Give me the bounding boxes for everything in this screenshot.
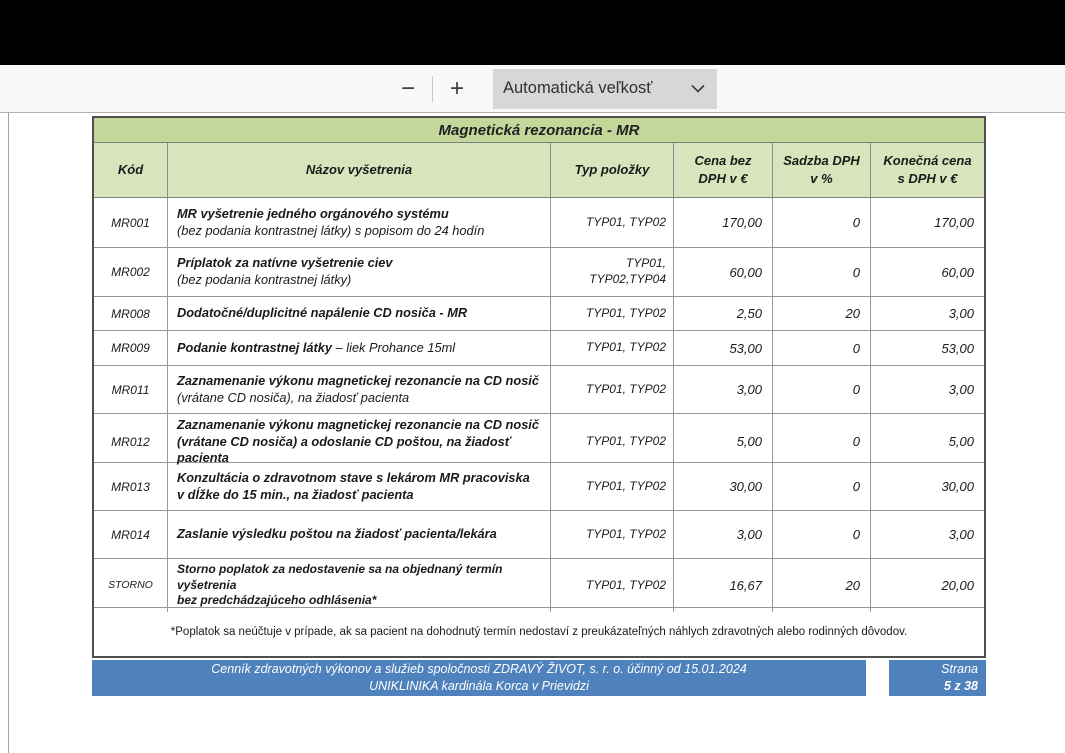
table-row <box>94 559 984 608</box>
row-code: MR009 <box>94 331 168 365</box>
chevron-down-icon <box>691 84 705 93</box>
zoom-controls <box>388 69 717 109</box>
row-name: Konzultácia o zdravotnom stave s lekárom MR pracoviska v dĺžke do 15 min., na žiadosť pacienta <box>168 463 551 510</box>
row-net-price: 2,50 <box>674 297 773 330</box>
row-name: MR vyšetrenie jedného orgánového systému (bez podania kontrastnej látky) s popisom do 24 hodín <box>168 198 551 247</box>
row-net-price: 60,00 <box>674 248 773 296</box>
page-number: 5 z 38 <box>943 679 978 693</box>
row-type: TYP01, TYP02 <box>551 559 674 612</box>
table-row <box>94 366 984 414</box>
row-gross-price: 3,00 <box>948 306 974 321</box>
row-vat-rate: 0 <box>773 366 871 413</box>
top-black-band <box>0 0 1065 65</box>
row-code: MR012 <box>94 414 168 470</box>
row-vat-rate: 20 <box>773 297 871 330</box>
row-vat-rate: 0 <box>773 198 871 247</box>
row-net-price: 5,00 <box>674 414 773 470</box>
row-net-price: 3,00 <box>674 511 773 558</box>
row-gross-price: 20,00 <box>941 577 974 593</box>
row-gross-price: 60,00 <box>941 264 974 280</box>
header-code: Kód <box>94 143 168 197</box>
row-name: Storno poplatok za nedostavenie sa na objednaný termín vyšetrenia bez predchádzajúceho odhlásenia* <box>168 559 551 612</box>
row-code: MR001 <box>94 198 168 247</box>
footer-gap <box>866 660 889 696</box>
table-row <box>94 331 984 366</box>
zoom-level-select[interactable] <box>493 69 717 109</box>
page-edge-line <box>8 113 9 753</box>
row-gross-price: 53,00 <box>941 340 974 356</box>
header-name: Názov vyšetrenia <box>168 143 551 197</box>
table-row <box>94 297 984 331</box>
row-code: STORNO <box>94 559 168 612</box>
table-row <box>94 414 984 466</box>
footer-line1: Cenník zdravotných výkonov a služieb spoločnosti ZDRAVÝ ŽIVOT, s. r. o. účinný od 15.01.2024 <box>211 661 747 676</box>
row-code: MR014 <box>94 511 168 558</box>
row-gross-price: 3,00 <box>948 527 974 542</box>
row-name: Podanie kontrastnej látky – liek Prohance 15ml <box>168 331 551 365</box>
row-name: Zaslanie výsledku poštou na žiadosť pacienta/lekára <box>168 511 551 558</box>
row-net-price: 170,00 <box>674 198 773 247</box>
row-gross-price: 170,00 <box>934 215 974 230</box>
row-net-price: 30,00 <box>674 463 773 510</box>
pdf-toolbar <box>0 65 1065 113</box>
row-vat-rate: 0 <box>773 511 871 558</box>
header-net-price: Cena bez DPH v € <box>674 143 773 197</box>
row-code: MR002 <box>94 248 168 296</box>
table-title: Magnetická rezonancia - MR <box>94 118 984 143</box>
row-type: TYP01, TYP02,TYP04 <box>551 248 674 296</box>
table-row <box>94 248 984 297</box>
row-type: TYP01, TYP02 <box>551 511 674 558</box>
price-table <box>92 116 986 658</box>
row-net-price: 53,00 <box>674 331 773 365</box>
row-type: TYP01, TYP02 <box>551 331 674 365</box>
row-type: TYP01, TYP02 <box>551 198 674 247</box>
row-name: Zaznamenanie výkonu magnetickej rezonancie na CD nosič (vrátane CD nosiča) a odoslanie CD poštou, na žiadosť pacienta <box>168 414 551 470</box>
row-vat-rate: 0 <box>773 414 871 470</box>
table-row <box>94 511 984 559</box>
row-vat-rate: 0 <box>773 331 871 365</box>
row-type: TYP01, TYP02 <box>551 297 674 330</box>
row-gross-price: 5,00 <box>948 434 974 450</box>
table-row <box>94 198 984 248</box>
zoom-out-button[interactable]: − <box>388 69 428 109</box>
header-type: Typ položky <box>551 143 674 197</box>
row-type: TYP01, TYP02 <box>551 414 674 470</box>
row-net-price: 3,00 <box>674 366 773 413</box>
row-code: MR008 <box>94 297 168 330</box>
table-row <box>94 463 984 511</box>
row-name: Zaznamenanie výkonu magnetickej rezonancie na CD nosič (vrátane CD nosiča), na žiadosť pacienta <box>168 366 551 413</box>
table-footnote: *Poplatok sa neúčtuje v prípade, ak sa pacient na dohodnutý termín nedostaví z preukázateľných náhlych zdravotných alebo rodinných dôvodov. <box>170 626 908 638</box>
row-type: TYP01, TYP02 <box>551 366 674 413</box>
row-vat-rate: 20 <box>773 559 871 612</box>
row-code: MR013 <box>94 463 168 510</box>
header-vat-rate: Sadzba DPH v % <box>773 143 871 197</box>
row-vat-rate: 0 <box>773 248 871 296</box>
table-header-row <box>94 143 984 198</box>
footer-page-cell <box>889 660 986 696</box>
row-type: TYP01, TYP02 <box>551 463 674 510</box>
header-gross-price: Konečná cena s DPH v € <box>883 153 972 186</box>
row-vat-rate: 0 <box>773 463 871 510</box>
document-footer <box>92 660 986 696</box>
zoom-in-button[interactable]: + <box>437 69 477 109</box>
footer-line2: UNIKLINIKA kardinála Korca v Prievidzi <box>369 679 589 693</box>
row-net-price: 16,67 <box>674 559 773 612</box>
pdf-page <box>0 113 1065 753</box>
footer-left-cell <box>92 660 866 696</box>
row-gross-price: 30,00 <box>941 479 974 494</box>
page-label: Strana <box>941 661 978 676</box>
zoom-level-value: Automatická veľkosť <box>503 79 653 97</box>
row-name: Dodatočné/duplicitné napálenie CD nosiča - MR <box>168 297 551 330</box>
row-name: Príplatok za natívne vyšetrenie ciev (bez podania kontrastnej látky) <box>168 248 551 296</box>
toolbar-separator <box>432 76 433 102</box>
row-code: MR011 <box>94 366 168 413</box>
row-gross-price: 3,00 <box>948 382 974 397</box>
